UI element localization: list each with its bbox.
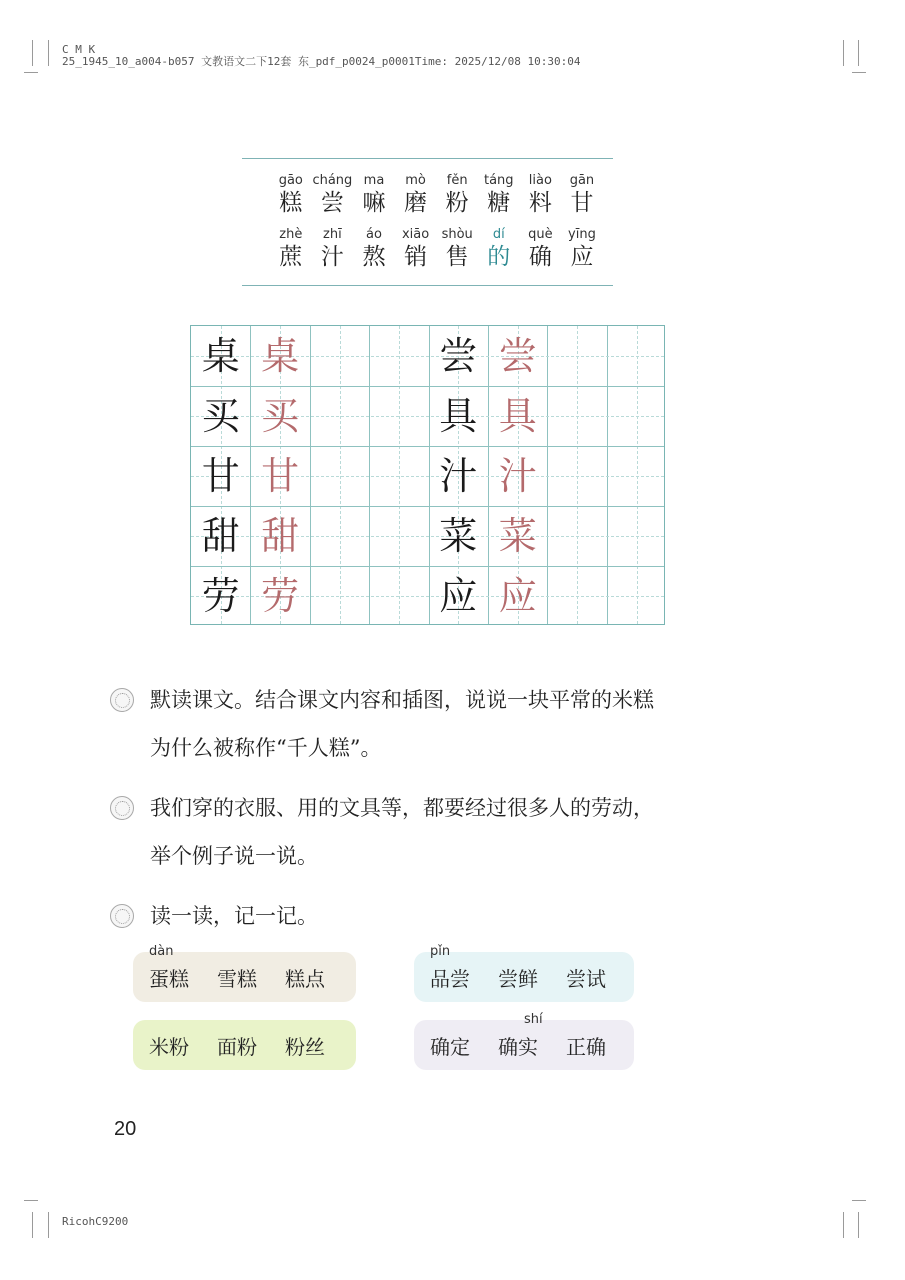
exercise-badge-icon: [110, 688, 134, 712]
hanzi: 售: [445, 244, 469, 270]
hanzi: 磨: [404, 190, 428, 216]
vocab-item: [561, 173, 603, 217]
crop-mark: [858, 1212, 859, 1238]
grid-char: 应: [439, 574, 478, 618]
pinyin: zhī: [323, 227, 342, 242]
pinyin: shòu: [441, 227, 473, 242]
vocab-item: [353, 173, 395, 217]
pinyin: zhè: [279, 227, 303, 242]
grid-char-model: 劳: [261, 574, 300, 618]
hanzi: 嘛: [362, 190, 386, 216]
word: 尝试: [566, 966, 606, 991]
grid-guide: [340, 326, 341, 624]
hanzi: 应: [570, 244, 594, 270]
crop-mark: [48, 40, 49, 66]
grid-char: 甜: [201, 514, 240, 558]
hanzi: 尝: [320, 190, 344, 216]
grid-guide: [577, 326, 578, 624]
grid-char: 菜: [439, 514, 478, 558]
grid-char: 劳: [201, 574, 240, 618]
grid-char-model: 甘: [261, 454, 300, 498]
vocabulary-box: [242, 158, 613, 286]
grid-guide: [399, 326, 400, 624]
vocab-row-1: [270, 173, 603, 217]
grid-char-model: 甜: [261, 514, 300, 558]
grid-line: [369, 326, 370, 624]
grid-char: 汁: [439, 454, 478, 498]
grid-char-model: 菜: [498, 514, 537, 558]
crop-mark: [852, 72, 866, 73]
hanzi: 料: [528, 190, 552, 216]
print-header: [62, 44, 580, 68]
hanzi: 糖: [487, 190, 511, 216]
writing-grid: [190, 325, 665, 625]
word: 糕点: [285, 966, 325, 991]
grid-char-model: 买: [261, 394, 300, 438]
exercise-badge-icon: [110, 904, 134, 928]
vocab-item: [270, 227, 312, 271]
vocab-item: [520, 173, 562, 217]
hanzi: 销: [404, 244, 428, 270]
crop-mark: [858, 40, 859, 66]
word-box: [133, 943, 356, 1002]
exercise-line: 读一读，记一记。: [150, 904, 318, 928]
vocab-item: [353, 227, 395, 271]
vocab-item: [312, 227, 354, 271]
hanzi: 蔗: [279, 244, 303, 270]
pinyin: áo: [366, 227, 382, 242]
print-footer: RicohC9200: [62, 1215, 129, 1228]
hanzi: 熬: [362, 244, 386, 270]
pinyin: yīng: [568, 227, 596, 242]
pinyin-annotation: dàn: [149, 943, 174, 959]
pinyin: fěn: [446, 173, 468, 188]
exercise-text: [150, 676, 770, 772]
pinyin: què: [528, 227, 553, 242]
pinyin: cháng: [312, 173, 353, 188]
hanzi: 粉: [445, 190, 469, 216]
print-header-line1: C M K: [62, 43, 96, 56]
grid-line: [547, 326, 548, 624]
word: 确定: [430, 1034, 470, 1059]
pinyin: táng: [483, 173, 514, 188]
grid-guide: [637, 326, 638, 624]
exercise-badge-icon: [110, 796, 134, 820]
vocab-item: [436, 227, 478, 271]
exercise-2: [110, 784, 790, 884]
word: 粉丝: [285, 1034, 325, 1059]
vocab-item: [395, 173, 437, 217]
vocab-item: [520, 227, 562, 271]
hanzi: 甘: [570, 190, 594, 216]
pinyin: gān: [569, 173, 595, 188]
word: pǐn 品尝: [430, 943, 470, 991]
word-box: [414, 943, 634, 1002]
pinyin: ma: [363, 173, 385, 188]
exercise-line: 我们穿的衣服、用的文具等，都要经过很多人的劳动，: [150, 796, 654, 820]
vocab-item-highlighted: [478, 227, 520, 271]
vocab-item: [478, 173, 520, 217]
crop-mark: [48, 1212, 49, 1238]
grid-char: 桌: [201, 334, 240, 378]
print-header-line2: 25_1945_10_a004-b057 文教语文二下12套 东_pdf_p0024_p0001Time: 2025/12/08 10:30:04: [62, 55, 581, 68]
pinyin: dí: [492, 227, 505, 242]
grid-char-model: 汁: [498, 454, 537, 498]
hanzi: 汁: [320, 244, 344, 270]
grid-char-model: 具: [498, 394, 537, 438]
exercise-line: 举个例子说一说。: [150, 844, 318, 868]
grid-char: 买: [201, 394, 240, 438]
grid-char: 甘: [201, 454, 240, 498]
hanzi: 糕: [279, 190, 303, 216]
pinyin-annotation: shí: [524, 1011, 543, 1027]
hanzi: 的: [487, 244, 511, 270]
word: 正确: [566, 1034, 606, 1059]
vocab-item: [561, 227, 603, 271]
grid-char: 具: [439, 394, 478, 438]
pinyin: mò: [405, 173, 426, 188]
pinyin: gāo: [278, 173, 303, 188]
crop-mark: [32, 40, 33, 66]
crop-mark: [852, 1200, 866, 1201]
grid-line: [607, 326, 608, 624]
exercise-line: 默读课文。结合课文内容和插图，说说一块平常的米糕: [150, 688, 654, 712]
word: 尝鲜: [498, 966, 538, 991]
vocab-item: [312, 173, 354, 217]
exercise-1: [110, 676, 790, 776]
vocab-item: [270, 173, 312, 217]
crop-mark: [32, 1212, 33, 1238]
grid-char-model: 桌: [261, 334, 300, 378]
vocab-item: [436, 173, 478, 217]
page-number: 20: [114, 1118, 137, 1140]
crop-mark: [24, 1200, 38, 1201]
crop-mark: [843, 40, 844, 66]
pinyin-annotation: pǐn: [430, 943, 451, 959]
vocab-item: [395, 227, 437, 271]
word: dàn 蛋糕: [149, 943, 189, 991]
vocab-row-2: [270, 227, 603, 271]
grid-char-model: 应: [498, 574, 537, 618]
hanzi: 确: [528, 244, 552, 270]
word: 面粉: [217, 1034, 257, 1059]
word-box: [414, 1011, 634, 1070]
word: 米粉: [149, 1034, 189, 1059]
grid-char: 尝: [439, 334, 478, 378]
pinyin: liào: [528, 173, 552, 188]
exercise-text: [150, 892, 770, 940]
exercise-3: [110, 892, 790, 942]
exercise-line: 为什么被称作“千人糕”。: [150, 736, 382, 760]
word: shí 确实: [498, 1011, 543, 1059]
crop-mark: [843, 1212, 844, 1238]
crop-mark: [24, 72, 38, 73]
exercise-text: [150, 784, 770, 880]
grid-line: [310, 326, 311, 624]
grid-char-model: 尝: [498, 334, 537, 378]
pinyin: xiāo: [401, 227, 430, 242]
word-box: [133, 1020, 356, 1070]
word: 雪糕: [217, 966, 257, 991]
